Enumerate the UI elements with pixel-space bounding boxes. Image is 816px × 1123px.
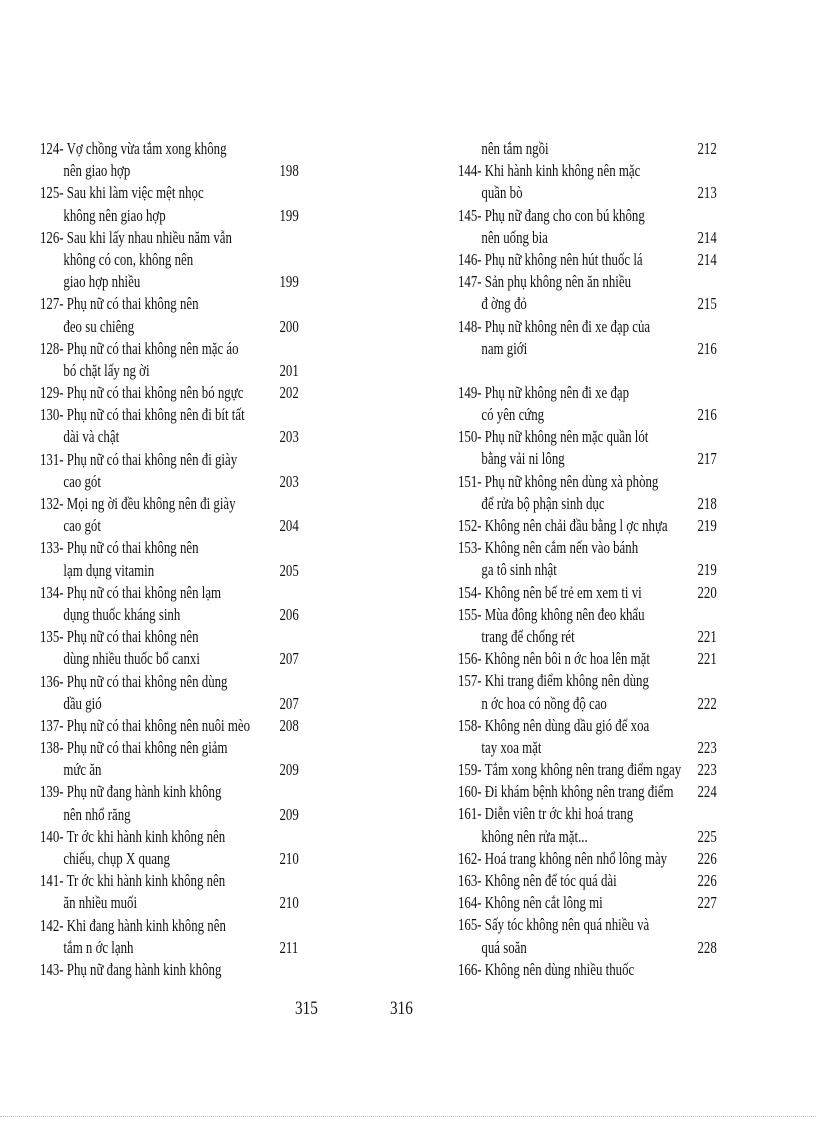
toc-entry-line: 149- Phụ nữ không nên đi xe đạp (458, 382, 630, 402)
toc-entry-line: 134- Phụ nữ có thai không nên lạm (40, 582, 222, 602)
toc-entry-line: 156- Không nên bôi n ớc hoa lên mặt (458, 649, 650, 669)
toc-entry-line: đeo su chiêng (63, 316, 135, 336)
toc-left-column (40, 138, 310, 981)
toc-entry (458, 426, 723, 470)
toc-entry-line: 146- Phụ nữ không nên hút thuốc lá (458, 249, 643, 269)
toc-entry-line: 132- Mọi ng ời đều không nên đi giày (40, 494, 236, 513)
toc-entry (458, 892, 723, 914)
toc-entry-line: 130- Phụ nữ có thai không nên đi bít tất (40, 405, 245, 425)
toc-entry (458, 670, 723, 714)
toc-entry-line: 152- Không nên chải đầu bằng l ợc nhựa (458, 516, 668, 535)
toc-entry-line: 133- Phụ nữ có thai không nên (40, 538, 199, 558)
toc-entry (40, 138, 305, 182)
bottom-dotted-rule (0, 1116, 816, 1117)
spacer (458, 360, 728, 382)
toc-entry-line: 151- Phụ nữ không nên dùng xà phòng (458, 471, 659, 491)
toc-entry (40, 715, 305, 737)
toc-page-number: 223 (697, 760, 717, 780)
toc-page-number: 213 (697, 183, 717, 203)
toc-entry-line: 137- Phụ nữ có thai không nên nuôi mèo (40, 715, 251, 735)
toc-page-number: 219 (697, 516, 717, 535)
toc-entry-line: không nên giao hợp (63, 205, 166, 225)
toc-entry (458, 914, 723, 958)
toc-page-number: 221 (697, 626, 717, 646)
toc-entry-line: tay xoa mặt (481, 737, 542, 757)
toc-entry (458, 316, 723, 360)
toc-page-number: 199 (279, 205, 299, 225)
toc-entry-line: 161- Diễn viên tr ớc khi hoá trang (458, 804, 634, 824)
toc-entry (458, 759, 723, 781)
toc-entry-line: 160- Đi khám bệnh không nên trang điểm (458, 782, 674, 802)
toc-entry-line: để rửa bộ phận sinh dục (481, 493, 605, 513)
toc-page-number: 207 (279, 693, 299, 713)
toc-entry (458, 382, 723, 426)
toc-entry-line: đ ờng đỏ (481, 294, 527, 314)
toc-entry-line: bó chặt lấy ng ời (63, 360, 150, 380)
toc-entry (40, 737, 305, 781)
toc-page-number: 214 (697, 227, 717, 247)
toc-entry-line: trang để chống rét (481, 626, 575, 646)
toc-entry-line: nam giới (481, 338, 528, 358)
toc-entry (40, 826, 305, 870)
toc-page-number: 202 (279, 383, 299, 403)
toc-entry-line: 124- Vợ chồng vừa tắm xong không (40, 139, 227, 158)
toc-entry (40, 537, 305, 581)
toc-entry-line: dùng nhiều thuốc bổ canxi (63, 649, 200, 669)
toc-entry-line: nên nhổ răng (63, 804, 131, 824)
toc-entry-line: 136- Phụ nữ có thai không nên dùng (40, 671, 228, 691)
toc-entry-line: nên uống bia (481, 227, 548, 247)
toc-entry-line: n ớc hoa có nồng độ cao (481, 693, 607, 713)
toc-page-number: 200 (279, 316, 299, 336)
toc-page-number: 218 (697, 493, 717, 513)
toc-entry-line: 164- Không nên cắt lông mi (458, 893, 603, 913)
toc-page-number: 203 (279, 427, 299, 447)
toc-entry (458, 715, 723, 759)
page-number-left: 315 (295, 998, 318, 1019)
toc-entry-line: quá soăn (481, 937, 527, 957)
toc-entry (40, 915, 305, 959)
toc-entry-line: 144- Khi hành kinh không nên mặc (458, 161, 641, 181)
toc-page-number: 222 (697, 693, 717, 713)
toc-entry (40, 582, 305, 626)
toc-entry-line: 163- Không nên để tóc quá dài (458, 871, 617, 890)
toc-entry-line: 158- Không nên dùng dầu gió để xoa (458, 715, 650, 735)
toc-entry-line: 126- Sau khi lấy nhau nhiều năm vẫn (40, 227, 232, 247)
toc-entry (458, 582, 723, 604)
toc-entry-line: 127- Phụ nữ có thai không nên (40, 294, 199, 314)
toc-entry-line: 145- Phụ nữ đang cho con bú không (458, 205, 645, 225)
page-number-right: 316 (390, 998, 413, 1019)
toc-page-number: 224 (697, 782, 717, 802)
toc-page-number: 207 (279, 649, 299, 669)
toc-entry-line: bằng vải ni lông (481, 449, 565, 469)
toc-entry (458, 848, 723, 870)
toc-entry-line: 128- Phụ nữ có thai không nên mặc áo (40, 338, 239, 358)
toc-page-number: 204 (279, 516, 299, 536)
toc-page-number: 216 (697, 405, 717, 425)
toc-page-number: 226 (697, 871, 717, 890)
toc-page-number: 209 (279, 804, 299, 824)
toc-entry-line: chiếu, chụp X quang (63, 849, 170, 868)
toc-entry-line: cao gót (63, 471, 101, 491)
toc-entry-line: dầu gió (63, 693, 102, 713)
toc-page-number: 198 (279, 161, 299, 181)
toc-entry-line: có yên cứng (481, 405, 545, 425)
toc-entry-line: 147- Sản phụ không nên ăn nhiều (458, 272, 632, 292)
toc-right-column (458, 138, 728, 981)
toc-entry-line: 162- Hoá trang không nên nhổ lông mày (458, 848, 668, 868)
toc-page-number: 210 (279, 849, 299, 868)
toc-entry (40, 959, 305, 981)
toc-page-number: 203 (279, 471, 299, 491)
toc-entry (40, 493, 305, 537)
toc-entry-line: ga tô sinh nhật (481, 560, 557, 580)
toc-entry (458, 604, 723, 648)
toc-entry (40, 182, 305, 226)
toc-entry-line: dài và chật (63, 427, 120, 447)
toc-entry (40, 338, 305, 382)
toc-entry (458, 959, 723, 981)
toc-entry (40, 404, 305, 448)
toc-entry-line: 138- Phụ nữ có thai không nên giảm (40, 738, 228, 758)
toc-entry-line: 139- Phụ nữ đang hành kinh không (40, 782, 222, 802)
toc-entry (40, 227, 305, 294)
toc-page-number: 212 (697, 139, 717, 158)
toc-entry-line: tắm n ớc lạnh (63, 937, 134, 957)
toc-entry-line: nên tắm ngồi (481, 139, 549, 158)
toc-entry (458, 537, 723, 581)
toc-page-number: 199 (279, 272, 299, 292)
toc-entry-line: 155- Mùa đông không nên đeo khẩu (458, 604, 645, 624)
toc-entry (458, 249, 723, 271)
toc-page-number: 226 (697, 848, 717, 868)
toc-entry-line: 135- Phụ nữ có thai không nên (40, 627, 199, 647)
toc-entry-line: 140- Tr ớc khi hành kinh không nên (40, 826, 226, 846)
toc-entry (458, 205, 723, 249)
toc-page-number: 210 (279, 893, 299, 913)
toc-page-number: 223 (697, 737, 717, 757)
toc-entry-line: 148- Phụ nữ không nên đi xe đạp của (458, 316, 651, 336)
toc-entry-line: quần bò (481, 183, 523, 203)
toc-page-number: 209 (279, 760, 299, 780)
toc-entry (458, 515, 723, 537)
toc-entry-line: nên giao hợp (63, 161, 131, 181)
toc-entry (458, 870, 723, 892)
toc-page-number: 206 (279, 604, 299, 624)
toc-page-number: 221 (697, 649, 717, 669)
toc-entry-line: 125- Sau khi làm việc mệt nhọc (40, 183, 204, 203)
toc-page-number: 215 (697, 294, 717, 314)
toc-entry-line: 150- Phụ nữ không nên mặc quần lót (458, 427, 649, 447)
toc-entry-line: mức ăn (63, 760, 102, 780)
toc-entry-line: 157- Khi trang điểm không nên dùng (458, 671, 649, 691)
toc-entry (458, 781, 723, 803)
toc-page-number: 201 (279, 360, 299, 380)
toc-entry-line: lạm dụng vitamin (63, 560, 155, 580)
toc-page-number: 220 (697, 582, 717, 602)
toc-entry-line: 131- Phụ nữ có thai không nên đi giày (40, 449, 238, 469)
toc-entry (40, 382, 305, 404)
toc-page-number: 225 (697, 826, 717, 846)
toc-entry (40, 626, 305, 670)
toc-entry-line: 154- Không nên bế trẻ em xem ti vi (458, 582, 642, 602)
toc-entry (40, 293, 305, 337)
toc-entry (40, 870, 305, 914)
toc-entry-line: 159- Tắm xong không nên trang điểm ngay (458, 760, 682, 780)
toc-page-number: 227 (697, 893, 717, 913)
toc-entry-line: ăn nhiều muối (63, 893, 138, 913)
toc-entry-line: dụng thuốc kháng sinh (63, 604, 181, 624)
toc-page-number: 217 (697, 449, 717, 469)
toc-entry (40, 781, 305, 825)
toc-entry-line: 143- Phụ nữ đang hành kinh không (40, 959, 222, 979)
toc-entry (458, 160, 723, 204)
toc-entry-line: 166- Không nên dùng nhiều thuốc (458, 959, 635, 979)
toc-entry-line: không có con, không nên (63, 249, 194, 269)
toc-entry-line: không nên rửa mặt... (481, 826, 588, 846)
toc-entry (458, 138, 723, 160)
toc-entry (458, 271, 723, 315)
toc-page-number: 228 (697, 937, 717, 957)
toc-page-number: 216 (697, 338, 717, 358)
toc-entry-line: 153- Không nên cắm nến vào bánh (458, 538, 639, 558)
toc-entry (458, 471, 723, 515)
toc-entry (40, 449, 305, 493)
toc-entry (458, 803, 723, 847)
toc-entry-line: 129- Phụ nữ có thai không nên bó ngực (40, 383, 244, 403)
toc-page-number: 219 (697, 560, 717, 580)
toc-entry-line: giao hợp nhiều (63, 272, 141, 292)
toc-page-number: 211 (279, 937, 299, 957)
toc-entry (40, 671, 305, 715)
toc-entry-line: cao gót (63, 516, 101, 536)
toc-entry-line: 165- Sấy tóc không nên quá nhiều và (458, 915, 650, 935)
toc-entry-line: 141- Tr ớc khi hành kinh không nên (40, 871, 226, 891)
toc-entry-line: 142- Khi đang hành kinh không nên (40, 915, 226, 935)
toc-page-number: 214 (697, 249, 717, 269)
toc-entry (458, 648, 723, 670)
toc-page-number: 205 (279, 560, 299, 580)
toc-page-number: 208 (279, 715, 299, 735)
